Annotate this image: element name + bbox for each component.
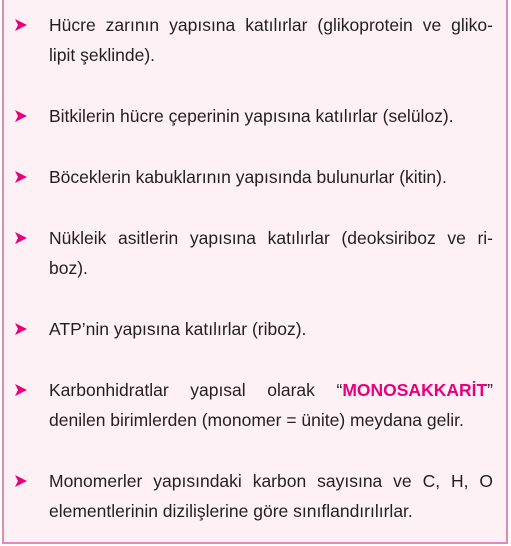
arrow-bullet-icon: [14, 322, 30, 338]
text-line: [49, 375, 493, 405]
list-item-text: [49, 223, 493, 283]
list-item-text: [49, 314, 493, 344]
text-line: lipit şeklinde).: [49, 45, 156, 65]
arrow-bullet-icon: [14, 109, 30, 125]
list-item-text: [49, 10, 493, 70]
text-line: Böceklerin kabuklarının yapısında bulunurlar (kitin).: [49, 167, 447, 187]
info-panel: [2, 0, 508, 544]
arrow-bullet-icon: [14, 18, 30, 34]
text-line: Nükleik asitlerin yapısına katılırlar (deoksiriboz ve ri-: [49, 228, 493, 248]
list-item-text: [49, 101, 493, 131]
text-line: elementlerinin dizilişlerine göre sınıflandırılırlar.: [49, 501, 413, 521]
arrow-bullet-icon: [14, 383, 30, 399]
arrow-bullet-icon: [14, 170, 30, 186]
text-line: boz).: [49, 258, 88, 278]
arrow-bullet-icon: [14, 474, 30, 490]
text-segment: Karbonhidratlar yapısal olarak “: [49, 380, 343, 400]
list-item-text: [49, 466, 493, 526]
text-line: Hücre zarının yapısına katılırlar (glikoprotein ve gliko-: [49, 15, 493, 35]
text-line: denilen birimlerden (monomer = ünite) meydana gelir.: [49, 410, 464, 430]
text-line: Monomerler yapısındaki karbon sayısına ve C, H, O: [49, 471, 493, 491]
list-item-text: [49, 375, 493, 435]
highlight-term: MONOSAKKARİT: [342, 380, 488, 400]
text-line: ATP’nin yapısına katılırlar (riboz).: [49, 319, 307, 339]
list-item-text: [49, 162, 493, 192]
arrow-bullet-icon: [14, 231, 30, 247]
text-segment: ”: [487, 380, 493, 400]
text-line: Bitkilerin hücre çeperinin yapısına katılırlar (selüloz).: [49, 106, 454, 126]
